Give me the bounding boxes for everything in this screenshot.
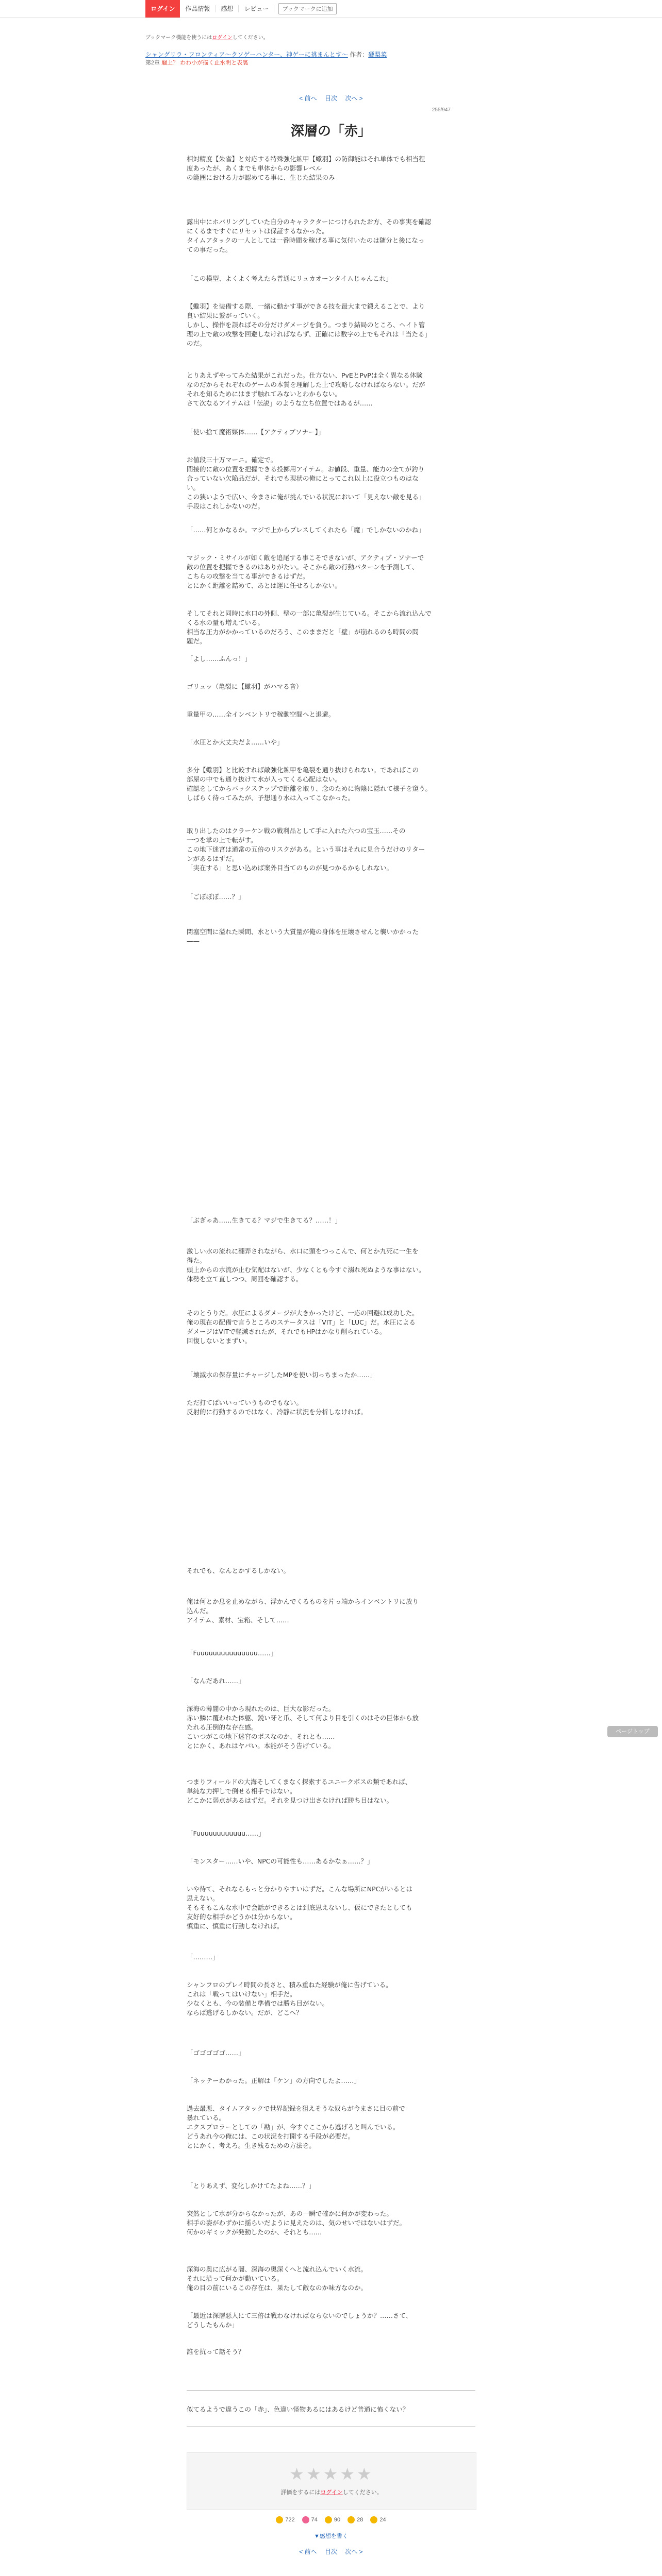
- reaction-thumbs-up[interactable]: [276, 2516, 294, 2523]
- body-paragraph: 「水圧とか大丈夫だよ……いや」: [187, 738, 284, 746]
- reaction-laugh[interactable]: [325, 2516, 340, 2523]
- body-paragraph: 閉塞空間に溢れた瞬間、水という大質量が俺の身体を圧壊させんと襲いかかった ——: [187, 928, 419, 945]
- nav-link-impressions[interactable]: 感想: [216, 5, 239, 12]
- body-paragraph: 「……何とかなるか。マジで上からプレスしてくれたら「魔」でしかないのかね」: [187, 526, 425, 534]
- reaction-bar: [187, 2516, 475, 2523]
- body-paragraph: つまりフィールドの大海そしてくまなく探索するユニークボスの類であれば、 単純な力押しで倒せる相手ではない。 どこかに弱点があるはずだ。それを見つけ出さなければ勝ち目はない。: [187, 1778, 412, 1804]
- reaction-wow[interactable]: [370, 2516, 386, 2523]
- reaction-cry[interactable]: [347, 2516, 363, 2523]
- notice-suffix: してください。: [232, 35, 269, 41]
- nav-link-reviews[interactable]: レビュー: [239, 5, 274, 12]
- body-paragraph: 「この模型、よくよく考えたら普通にリュカオーンタイムじゃんこれ」: [187, 275, 392, 282]
- body-paragraph: 相対精度【朱雀】と対応する特殊強化鉱甲【蠍羽】の防御能はそれ単体でも相当程 度あったが、あくまでも単体からの影響レベル の範囲における力が認めてる事に、生じた結果のみ: [187, 155, 425, 181]
- body-paragraph: 「ぶぎゃあ……生きてる？マジで生きてる？……！」: [187, 1216, 342, 1224]
- body-paragraph: 「Fuuuuuuuuuuuu……」: [187, 1829, 265, 1837]
- rating-login-note: [187, 2488, 476, 2496]
- body-paragraph: 「最近は深層悪人にて三倍は戦わなければならないのでしょうか？……さて、 どうしたもんか」: [187, 2312, 412, 2329]
- body-paragraph: 【蠍羽】を装備する際、一緒に動かす事ができる技を最大まで鍛えることで、より 良い結果に繋がっていく。 しかし、操作を誤ればその分だけダメージを負う。つまり結局のところ、ヘイト管 理の上で敵の攻撃を回避しなければならず、正確には数字の上でもそれは「当たる」 のだ。: [187, 302, 432, 347]
- rating-note-suffix: してください。: [342, 2489, 383, 2496]
- body-paragraph: 誰を抗って話そう？: [187, 2348, 245, 2355]
- next-chapter-link[interactable]: 次へ >: [345, 95, 363, 102]
- arc-label: 第2章: [145, 60, 160, 66]
- bookmark-login-notice: [145, 33, 269, 41]
- prev-chapter-link[interactable]: < 前へ: [299, 95, 317, 102]
- chapter-pager-top: [0, 94, 662, 103]
- thumbs-up-icon: [276, 2516, 283, 2523]
- reaction-count: 24: [379, 2517, 386, 2523]
- body-paragraph: 「なんだあれ……」: [187, 1677, 245, 1685]
- table-of-contents-link[interactable]: 目次: [324, 2548, 337, 2555]
- body-paragraph: 露出中にホバリングしていた自分のキャラクターにつけられたお方、その事実を確認 にくるまですぐにリセットは保証するなかった。 タイムアタックの一人としては一番時間を稼げる事に気付いたのは随分と後になっ ての事だった。: [187, 218, 432, 253]
- series-title-link[interactable]: シャングリラ・フロンティア〜クソゲーハンター、神ゲーに挑まんとす〜: [145, 51, 348, 58]
- body-paragraph: 「Fuuuuuuuuuuuuuuu……」: [187, 1649, 277, 1657]
- nav-link-work-info[interactable]: 作品情報: [180, 5, 216, 12]
- body-paragraph: お値段三十万マーニ。確定で。 間接的に敵の位置を把握できる投擲用アイテム。お値段、重量、能力の全てが釣り 合っていない欠陥品だが、それでも現状の俺にとってこれ以上に役立つものはな い。 この狭いようで広い、今まさに俺が挑んでいる状況において「見えない敵を見る」 手段はこれしかないのだ。: [187, 456, 425, 510]
- body-paragraph: とりあえずやってみた結果がこれだった。仕方ない、PvEとPvPは全く異なる体験 なのだからそれぞれのゲームの本質を理解した上で攻略しなければならない。だが それを知るためにはまず触れてみないとわからない。 さて次なるアイテムは「伝説」のような立ち位置ではあるが……: [187, 371, 425, 407]
- body-paragraph: いや待て、それならもっと分かりやすいはずだ。こんな場所にNPCがいるとは 思えない。 そもそもこんな水中で会話ができるとは到底思えないし、仮にできたとしても 友好的な相手かどうかは分からない。 慎重に、慎重に行動しなければ。: [187, 1885, 412, 1930]
- login-button[interactable]: ログイン: [145, 0, 180, 18]
- table-of-contents-link[interactable]: 目次: [324, 95, 337, 102]
- notice-login-link[interactable]: ログイン: [212, 35, 233, 41]
- body-paragraph: 「モンスター……いや、NPCの可能性も……あるかなぁ……？」: [187, 1857, 374, 1865]
- reaction-count: 74: [311, 2517, 318, 2523]
- body-paragraph: マジック・ミサイルが如く敵を追尾する事こそできないが、アクティブ・ソナーで 敵の位置を把握できるのはありがたい。そこから敵の行動パターンを予測して、 こちらの攻撃を当てる事ができるはずだ。 とにかく距離を詰めて、あとは運に任せるしかない。: [187, 554, 424, 589]
- body-paragraph: シャンフロのプレイ時間の長さと、積み重ねた経験が俺に告げている。 これは「戦ってはいけない」相手だ。 少なくとも、今の装備と準備では勝ち目がない。 ならば逃げるしかない。だが、どこへ？: [187, 1981, 392, 2016]
- body-paragraph: そしてそれと同時に水口の外側、壁の一部に亀裂が生じている。そこから流れ込んで くる水の量も増えている。 相当な圧力がかかっているのだろう、このままだと「壁」が崩れるのも時間の問 題だ。: [187, 609, 432, 645]
- prev-chapter-link[interactable]: < 前へ: [299, 2548, 317, 2555]
- reaction-count: 28: [357, 2517, 363, 2523]
- body-paragraph: 「よし……ふんっ！」: [187, 655, 252, 663]
- cry-icon: [347, 2516, 355, 2523]
- chapter-number: 255/947: [432, 107, 451, 113]
- top-navigation-inner: [145, 0, 337, 18]
- reaction-count: 90: [334, 2517, 341, 2523]
- body-paragraph: ゴリュッ（亀裂に【蠍羽】がハマる音）: [187, 683, 303, 690]
- laugh-icon: [325, 2516, 332, 2523]
- rating-note-prefix: 評価をするには: [280, 2489, 321, 2496]
- notice-prefix: ブックマーク機能を使うには: [145, 35, 212, 41]
- author-link[interactable]: 硬梨菜: [368, 51, 387, 58]
- add-bookmark-button[interactable]: ブックマークに追加: [278, 3, 336, 14]
- body-paragraph: 「壊滅水の保存量にチャージしたMPを使い切っちまったか……」: [187, 1371, 376, 1379]
- write-impression-link[interactable]: ▼感想を書く: [314, 2533, 348, 2539]
- reaction-heart[interactable]: [302, 2516, 318, 2523]
- body-paragraph: 突然として水が分からなかったが、あの一瞬で確かに何かが変わった。 相手の姿がわずかに揺らいだように見えたのは、気のせいではないはずだ。 何かのギミックが発動したのか、それとも……: [187, 2210, 406, 2236]
- top-navigation-bar: [0, 0, 662, 18]
- body-paragraph: 深海の奥に広がる闇、深海の奥深くへと流れ込んでいく水流。 それに沿って何かが動いている。 俺の目の前にいるこの存在は、果たして敵なのか味方なのか。: [187, 2265, 368, 2292]
- body-paragraph: 「使い捨て魔術媒体……【アクティブソナー】」: [187, 428, 325, 436]
- body-paragraph: 「とりあえず、変化しかけてたよね……？」: [187, 2182, 316, 2190]
- body-paragraph: 多分【蠍羽】と比較すれば敵強化鉱甲を亀裂を通り抜けられない。であればこの 部屋の中でも通り抜けて水が入ってくる心配はない。 確認をしてからバックステップで距離を取り、念のために物陰に隠れて様子を窺う。 しばらく待ってみたが、予想通り水は入ってこなかった。: [187, 766, 432, 802]
- body-paragraph: そのとうりだ。水圧によるダメージが大きかったけど、一応の回避は成功した。 俺の現在の配備で言うところのステータスは「VIT」と「LUC」だ。水圧による ダメージはVITで軽減されたが、それでもHPはかなり削られている。 回復しないとまずい。: [187, 1309, 419, 1345]
- body-paragraph: 取り出したのはクラーケン戦の戦利品として手に入れた六つの宝玉……その 一つを掌の上で転がす。 この地下迷宮は通常の五倍のリスクがある。という事はそれに見合うだけのリター ンがあるはずだ。 「実在する」と思い込めば案外目当てのものが見つかるかもしれない。: [187, 827, 425, 872]
- body-paragraph: ただ打てばいいっていうものでもない。 反射的に行動するのではなく、冷静に状況を分析しなければ。: [187, 1399, 367, 1416]
- author-label: 作者：: [350, 51, 369, 58]
- wow-icon: [370, 2516, 377, 2523]
- next-chapter-link[interactable]: 次へ >: [345, 2548, 363, 2555]
- body-paragraph: 深海の薄闇の中から現れたのは、巨大な影だった。 赤い鱗に覆われた体躯、鋭い牙と爪、そして何より目を引くのはその巨体から放 たれる圧倒的な存在感。 こいつがこの地下迷宮のボスなのか、それとも…… とにかく、あれはヤバい。本能がそう告げている。: [187, 1705, 419, 1750]
- scroll-side-button[interactable]: ページトップ: [607, 1726, 658, 1737]
- arc-subtitle: 騒上？ わわ小が描く止水明と表裏: [161, 60, 249, 66]
- body-paragraph: それでも、なんとかするしかない。: [187, 1567, 290, 1574]
- body-paragraph: 過去最悪、タイムアタックで世界記録を狙えそうな奴らが今まさに目の前で 暴れている。 エクスプロラーとしての「勘」が、今すぐここから逃げろと叫んでいる。 どうあれ今の俺には、この状況を打開する手段が必要だ。 とにかく、考えろ。生き残るための方法を。: [187, 2105, 405, 2149]
- heart-icon: [302, 2516, 309, 2523]
- body-paragraph: 激しい水の流れに翻弄されながら、水口に頭をつっこんで、何とか九死に一生を 得た。 頭上からの水流が止む気配はないが、少なくとも今すぐ溺れ死ぬような事はない。 体勢を立て直しつつ、周囲を確認する。: [187, 1247, 425, 1283]
- rating-panel: [187, 2452, 476, 2510]
- rating-stars[interactable]: ★★★★★: [289, 2465, 374, 2483]
- series-header: [145, 50, 387, 67]
- body-paragraph: 重量甲の……全インベントリで稼動空間へと退避。: [187, 710, 335, 718]
- body-paragraph: 「ごぽぽぽ……？」: [187, 893, 245, 901]
- rating-login-link[interactable]: ログイン: [320, 2489, 343, 2496]
- body-paragraph: 「………」: [187, 1953, 219, 1961]
- reaction-count: 722: [285, 2517, 295, 2523]
- body-paragraph: 「ゴゴゴゴゴ……」: [187, 2049, 245, 2057]
- chapter-pager-bottom: [0, 2547, 662, 2556]
- author-note-text: 似てるようで違うこの「赤」、色違い怪物あるにはあるけど普通に怖くない？: [187, 2405, 409, 2413]
- body-paragraph: 「ネッテーわかった。正解は「ケン」の方向でしたよ……」: [187, 2077, 360, 2084]
- body-paragraph: 俺は何とか息を止めながら、浮かんでくるものを片っ端からインベントリに放り 込んだ。 アイテム、素材、宝箱、そして……: [187, 1598, 419, 1624]
- chapter-title: 深層の「赤」: [290, 124, 371, 139]
